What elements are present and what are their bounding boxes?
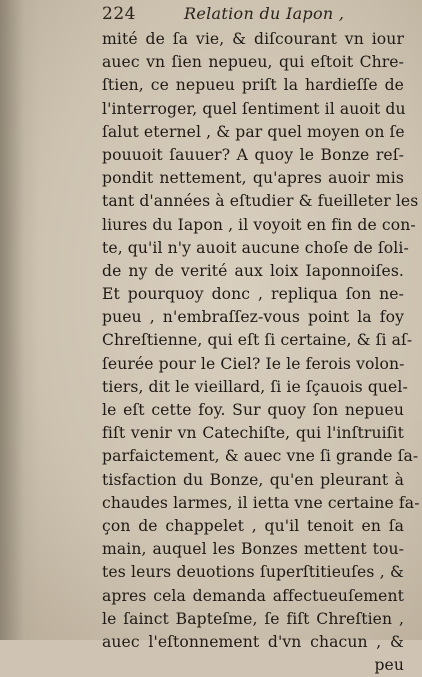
page-header <box>102 4 402 26</box>
text-line: chaudes larmes, il ietta vne certaine fa- <box>102 493 420 512</box>
text-line: tes leurs deuotions ſuperſtitieuſes , & <box>102 563 404 582</box>
text-line: tant d'années à eſtudier & fueilleter les <box>102 192 419 211</box>
text-line: l'interroger, quel ſentiment il auoit du <box>102 99 406 118</box>
text-line: pondit nettement, qu'apres auoir mis <box>102 169 404 188</box>
body-text <box>102 28 420 677</box>
text-line: ſtien, ce nepueu priſt la hardieſſe de <box>102 76 404 95</box>
text-line: main, auquel les Bonzes mettent tou- <box>102 540 404 559</box>
text-line: fiſt venir vn Catechiſte, qui l'inſtruiſit <box>102 424 404 443</box>
text-line: de ny de verité aux loix Iaponnoiſes. <box>102 261 404 280</box>
text-line: auec vn ſien nepueu, qui eſtoit Chre- <box>102 53 404 72</box>
text-line: pouuoit ſauuer? A quoy le Bonze reſ- <box>102 145 404 164</box>
text-line: le ſainct Bapteſme, ſe fiſt Chreſtien , <box>102 609 404 628</box>
text-line: te, qu'il n'y auoit aucune choſe de ſoli- <box>102 238 409 257</box>
text-line: auec l'eſtonnement d'vn chacun , & <box>102 632 404 651</box>
text-line: tisfaction du Bonze, qu'en pleurant à <box>102 470 404 489</box>
text-line: parfaictement, & auec vne ſi grande ſa- <box>102 447 419 466</box>
text-line: Chreſtienne, qui eſt ſi certaine, & ſi aſ- <box>102 331 413 350</box>
text-line: liures du Iapon , il voyoit en fin de con- <box>102 215 416 234</box>
text-line: apres cela demanda affectueuſement <box>102 586 404 605</box>
text-line: Et pourquoy donc , repliqua ſon ne- <box>102 285 404 304</box>
page-number: 224 <box>102 4 136 24</box>
catchword: peu <box>374 656 404 675</box>
text-line: tiers, dit le vieillard, ſi ie ſçauois quel- <box>102 377 408 396</box>
text-line: ſeurée pour le Ciel? Ie le ferois volon- <box>102 354 405 373</box>
text-line: pueu , n'embraſſez-vous point la foy <box>102 308 404 327</box>
text-line: çon de chappelet , qu'il tenoit en ſa <box>102 516 404 535</box>
text-line: mité de ſa vie, & diſcourant vn iour <box>102 30 404 48</box>
text-line: le eſt cette foy. Sur quoy ſon nepueu <box>102 401 404 419</box>
binding-shadow <box>0 0 40 640</box>
running-head: Relation du Iapon , <box>184 4 345 23</box>
text-line: ſalut eternel , & par quel moyen on ſe <box>102 122 405 141</box>
